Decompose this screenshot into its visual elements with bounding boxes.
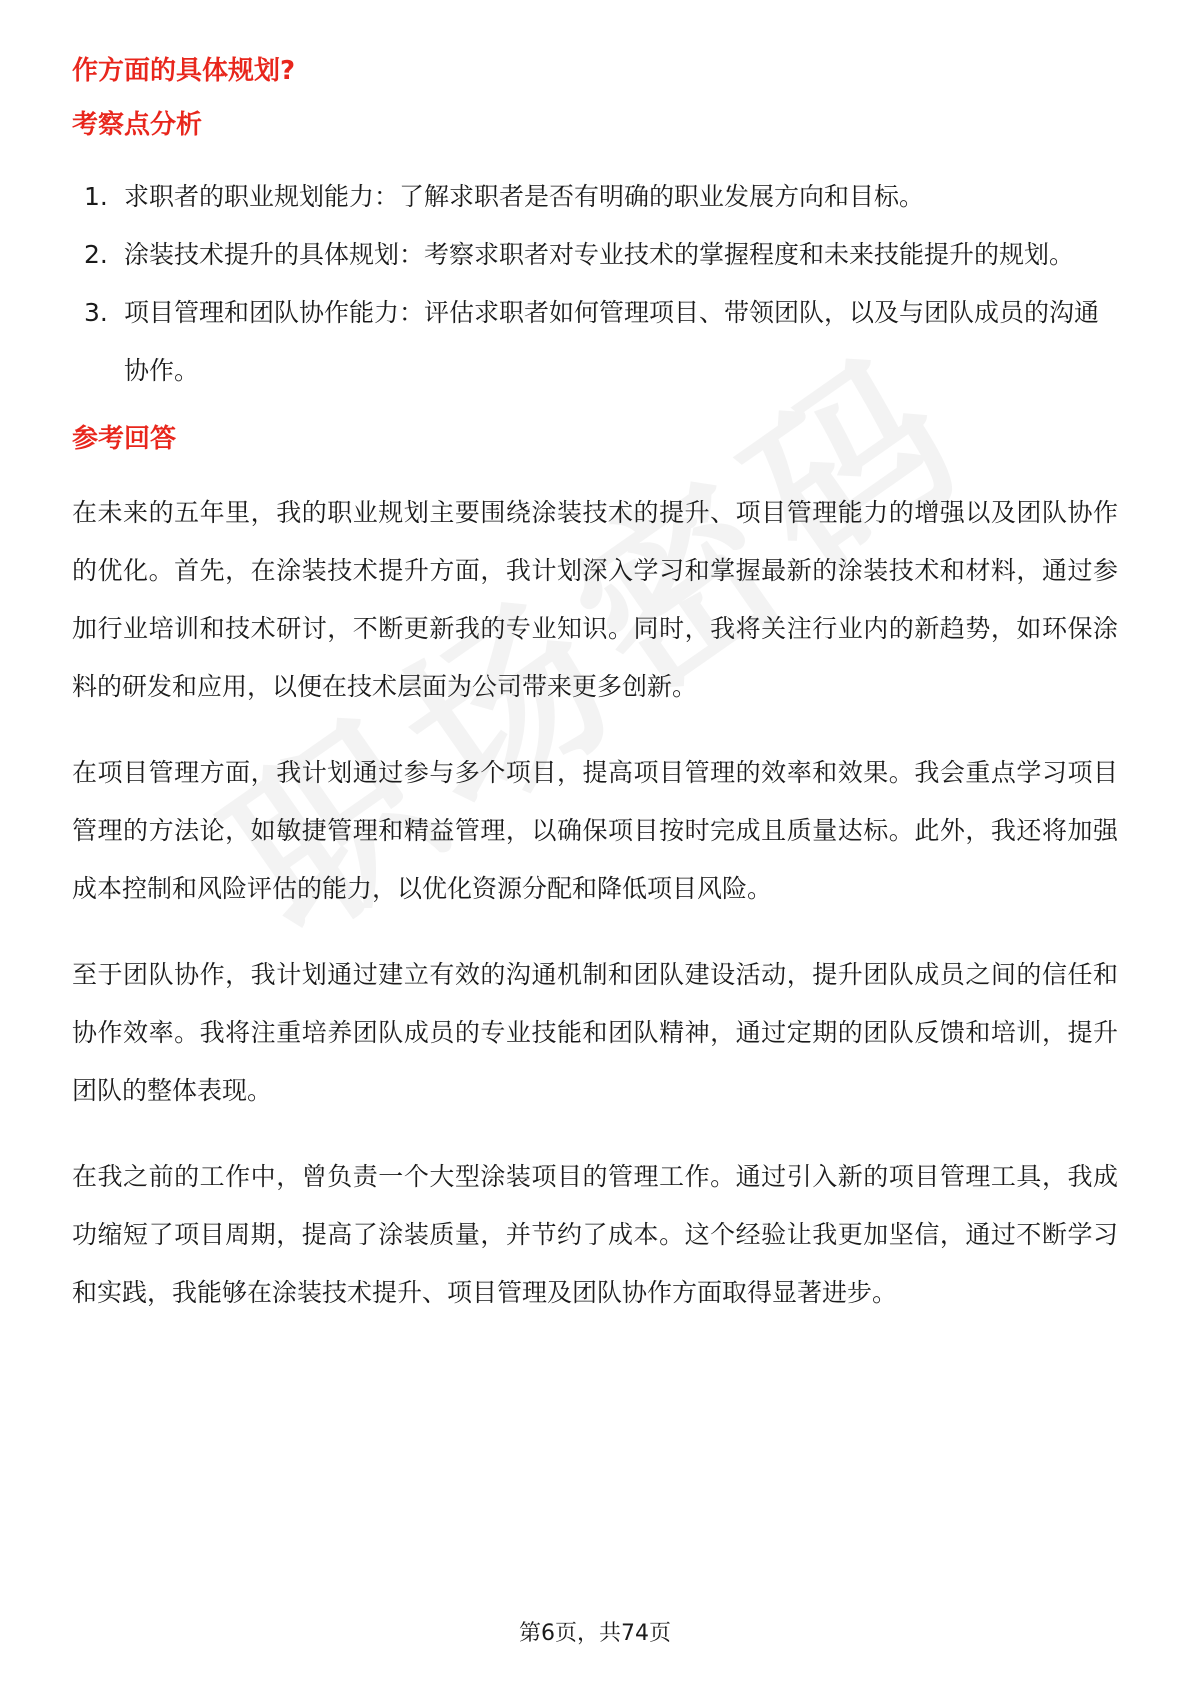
list-item-text: 求职者的职业规划能力：了解求职者是否有明确的职业发展方向和目标。: [124, 182, 925, 211]
analysis-list: [72, 168, 1118, 400]
list-item: [72, 226, 1118, 284]
analysis-heading: 考察点分析: [72, 110, 203, 140]
answer-paragraph: 在我之前的工作中，曾负责一个大型涂装项目的管理工作。通过引入新的项目管理工具，我成功缩短了项目周期，提高了涂装质量，并节约了成本。这个经验让我更加坚信，通过不断学习和实践，我能够在涂装技术提升、项目管理及团队协作方面取得显著进步。: [72, 1162, 1118, 1307]
page-number: 第6页，共74页: [519, 1621, 671, 1646]
list-item: [72, 168, 1118, 226]
list-item: [72, 284, 1118, 400]
answer-paragraph: 至于团队协作，我计划通过建立有效的沟通机制和团队建设活动，提升团队成员之间的信任和协作效率。我将注重培养团队成员的专业技能和团队精神，通过定期的团队反馈和培训，提升团队的整体表现。: [72, 960, 1118, 1105]
answer-paragraph: 在项目管理方面，我计划通过参与多个项目，提高项目管理的效率和效果。我会重点学习项目管理的方法论，如敏捷管理和精益管理，以确保项目按时完成且质量达标。此外，我还将加强成本控制和风险评估的能力，以优化资源分配和降低项目风险。: [72, 758, 1118, 903]
list-item-number: 2.: [84, 240, 108, 269]
answer-heading: 参考回答: [72, 424, 177, 454]
list-item-number: 1.: [84, 182, 108, 211]
answer-paragraph: 在未来的五年里，我的职业规划主要围绕涂装技术的提升、项目管理能力的增强以及团队协作的优化。首先，在涂装技术提升方面，我计划深入学习和掌握最新的涂装技术和材料，通过参加行业培训和技术研讨，不断更新我的专业知识。同时，我将关注行业内的新趋势，如环保涂料的研发和应用，以便在技术层面为公司带来更多创新。: [72, 498, 1118, 701]
document-page: [72, 54, 1118, 1350]
list-item-number: 3.: [84, 298, 108, 327]
list-item-text: 项目管理和团队协作能力：评估求职者如何管理项目、带领团队，以及与团队成员的沟通协作。: [124, 298, 1100, 385]
list-item-text: 涂装技术提升的具体规划：考察求职者对专业技术的掌握程度和未来技能提升的规划。: [124, 240, 1075, 269]
continued-question-heading: 作方面的具体规划?: [72, 56, 296, 86]
